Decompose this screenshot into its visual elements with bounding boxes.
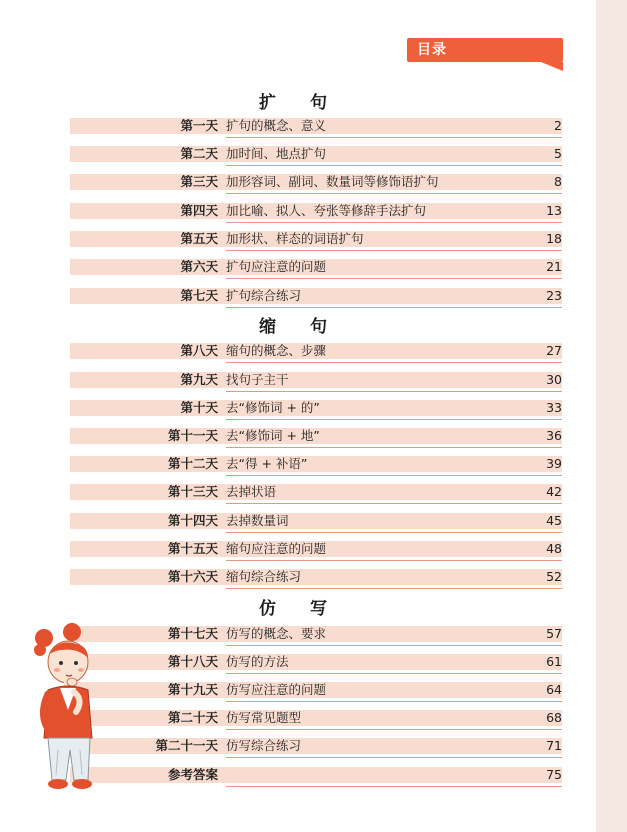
row-day: 第二十天 (167, 710, 218, 725)
row-rule (226, 447, 562, 448)
row-rule (226, 475, 562, 476)
row-day: 第十三天 (167, 484, 218, 499)
toc-row[interactable] (70, 174, 562, 196)
row-day: 第一天 (180, 118, 218, 133)
row-page: 52 (546, 569, 562, 584)
toc-row[interactable] (70, 400, 562, 422)
row-title: 去“修饰词 + 的” (226, 400, 320, 415)
toc-row[interactable] (70, 626, 562, 648)
section-title-shrink: 缩 句 (259, 317, 341, 337)
toc-row[interactable] (70, 231, 562, 253)
row-rule (226, 307, 562, 308)
row-day: 第八天 (180, 343, 218, 358)
row-page: 21 (546, 259, 562, 274)
row-title: 加时间、地点扩句 (226, 146, 327, 161)
row-day: 第六天 (180, 259, 218, 274)
row-band (70, 654, 562, 670)
row-day: 第三天 (180, 174, 218, 189)
row-band (70, 569, 562, 585)
row-day: 第二十一天 (155, 738, 218, 753)
row-band (70, 456, 562, 472)
row-band (70, 710, 562, 726)
row-title: 缩句的概念、步骤 (226, 343, 327, 358)
row-page: 64 (546, 682, 562, 697)
row-rule (226, 673, 562, 674)
row-day: 第十九天 (167, 682, 218, 697)
row-band (70, 288, 562, 304)
row-day: 第四天 (180, 203, 218, 218)
section-title-expand: 扩 句 (259, 93, 341, 113)
row-rule (226, 503, 562, 504)
toc-row[interactable] (70, 428, 562, 450)
page-edge-strip (596, 0, 627, 832)
row-rule (226, 193, 562, 194)
row-rule (226, 588, 562, 589)
row-rule (226, 419, 562, 420)
row-rule (226, 532, 562, 533)
row-rule (226, 165, 562, 166)
row-rule (226, 757, 562, 758)
row-title: 去“得 + 补语” (226, 456, 308, 471)
row-rule (226, 729, 562, 730)
row-day: 第十六天 (167, 569, 218, 584)
toc-header-label: 目录 (417, 42, 447, 58)
toc-row[interactable] (70, 767, 562, 789)
row-page: 23 (546, 288, 562, 303)
row-band (70, 513, 562, 529)
row-day: 第十二天 (167, 456, 218, 471)
row-page: 30 (546, 372, 562, 387)
row-title: 缩句应注意的问题 (226, 541, 327, 556)
row-title: 去掉状语 (226, 484, 277, 499)
toc-row[interactable] (70, 738, 562, 760)
toc-row[interactable] (70, 259, 562, 281)
toc-row[interactable] (70, 484, 562, 506)
row-title: 加比喻、拟人、夸张等修辞手法扩句 (226, 203, 427, 218)
row-rule (226, 222, 562, 223)
row-title: 扩句的概念、意义 (226, 118, 327, 133)
row-rule (226, 137, 562, 138)
row-page: 36 (546, 428, 562, 443)
row-day: 第十一天 (167, 428, 218, 443)
row-rule (226, 701, 562, 702)
row-page: 61 (546, 654, 562, 669)
row-band (70, 738, 562, 754)
row-page: 18 (546, 231, 562, 246)
toc-row[interactable] (70, 203, 562, 225)
row-title: 仿写应注意的问题 (226, 682, 327, 697)
row-day: 第十四天 (167, 513, 218, 528)
row-page: 48 (546, 541, 562, 556)
toc-row[interactable] (70, 710, 562, 732)
row-page: 45 (546, 513, 562, 528)
row-page: 8 (554, 174, 562, 189)
toc-row[interactable] (70, 569, 562, 591)
row-title: 去“修饰词 + 地” (226, 428, 320, 443)
row-page: 27 (546, 343, 562, 358)
row-title: 去掉数量词 (226, 513, 289, 528)
row-title: 仿写常见题型 (226, 710, 302, 725)
toc-header-tab (541, 62, 563, 71)
row-page: 42 (546, 484, 562, 499)
row-day: 第十七天 (167, 626, 218, 641)
row-page: 5 (554, 146, 562, 161)
row-title: 缩句综合练习 (226, 569, 302, 584)
row-day: 第十八天 (167, 654, 218, 669)
row-page: 2 (554, 118, 562, 133)
row-rule (226, 362, 562, 363)
cartoon-girl-icon (30, 620, 110, 795)
toc-row[interactable] (70, 146, 562, 168)
row-rule (226, 645, 562, 646)
row-rule (226, 278, 562, 279)
section-title-imitate: 仿 写 (259, 599, 341, 619)
row-title: 扩句综合练习 (226, 288, 302, 303)
row-title: 仿写综合练习 (226, 738, 302, 753)
toc-row[interactable] (70, 343, 562, 365)
row-page: 68 (546, 710, 562, 725)
row-page: 13 (546, 203, 562, 218)
row-rule (226, 250, 562, 251)
row-day: 第五天 (180, 231, 218, 246)
row-page: 71 (546, 738, 562, 753)
toc-row[interactable] (70, 541, 562, 563)
toc-row[interactable] (70, 513, 562, 535)
row-title: 加形容词、副词、数量词等修饰语扩句 (226, 174, 439, 189)
row-title: 找句子主干 (226, 372, 289, 387)
row-title: 仿写的概念、要求 (226, 626, 327, 641)
row-band (70, 372, 562, 388)
row-day: 第十天 (180, 400, 218, 415)
toc-row[interactable] (70, 118, 562, 140)
row-day: 第二天 (180, 146, 218, 161)
row-day: 第九天 (180, 372, 218, 387)
toc-row[interactable] (70, 682, 562, 704)
row-page: 33 (546, 400, 562, 415)
row-rule (226, 391, 562, 392)
toc-row[interactable] (70, 456, 562, 478)
row-band (70, 767, 562, 783)
toc-header (407, 38, 563, 62)
row-title: 仿写的方法 (226, 654, 289, 669)
toc-row[interactable] (70, 654, 562, 676)
row-page: 39 (546, 456, 562, 471)
row-rule (226, 560, 562, 561)
toc-row[interactable] (70, 288, 562, 310)
row-day: 第十五天 (167, 541, 218, 556)
row-rule (226, 786, 562, 787)
toc-row[interactable] (70, 372, 562, 394)
row-band (70, 484, 562, 500)
row-title: 扩句应注意的问题 (226, 259, 327, 274)
row-title: 加形状、样态的词语扩句 (226, 231, 364, 246)
row-day: 参考答案 (167, 767, 218, 782)
row-page: 57 (546, 626, 562, 641)
row-page: 75 (546, 767, 562, 782)
row-day: 第七天 (180, 288, 218, 303)
